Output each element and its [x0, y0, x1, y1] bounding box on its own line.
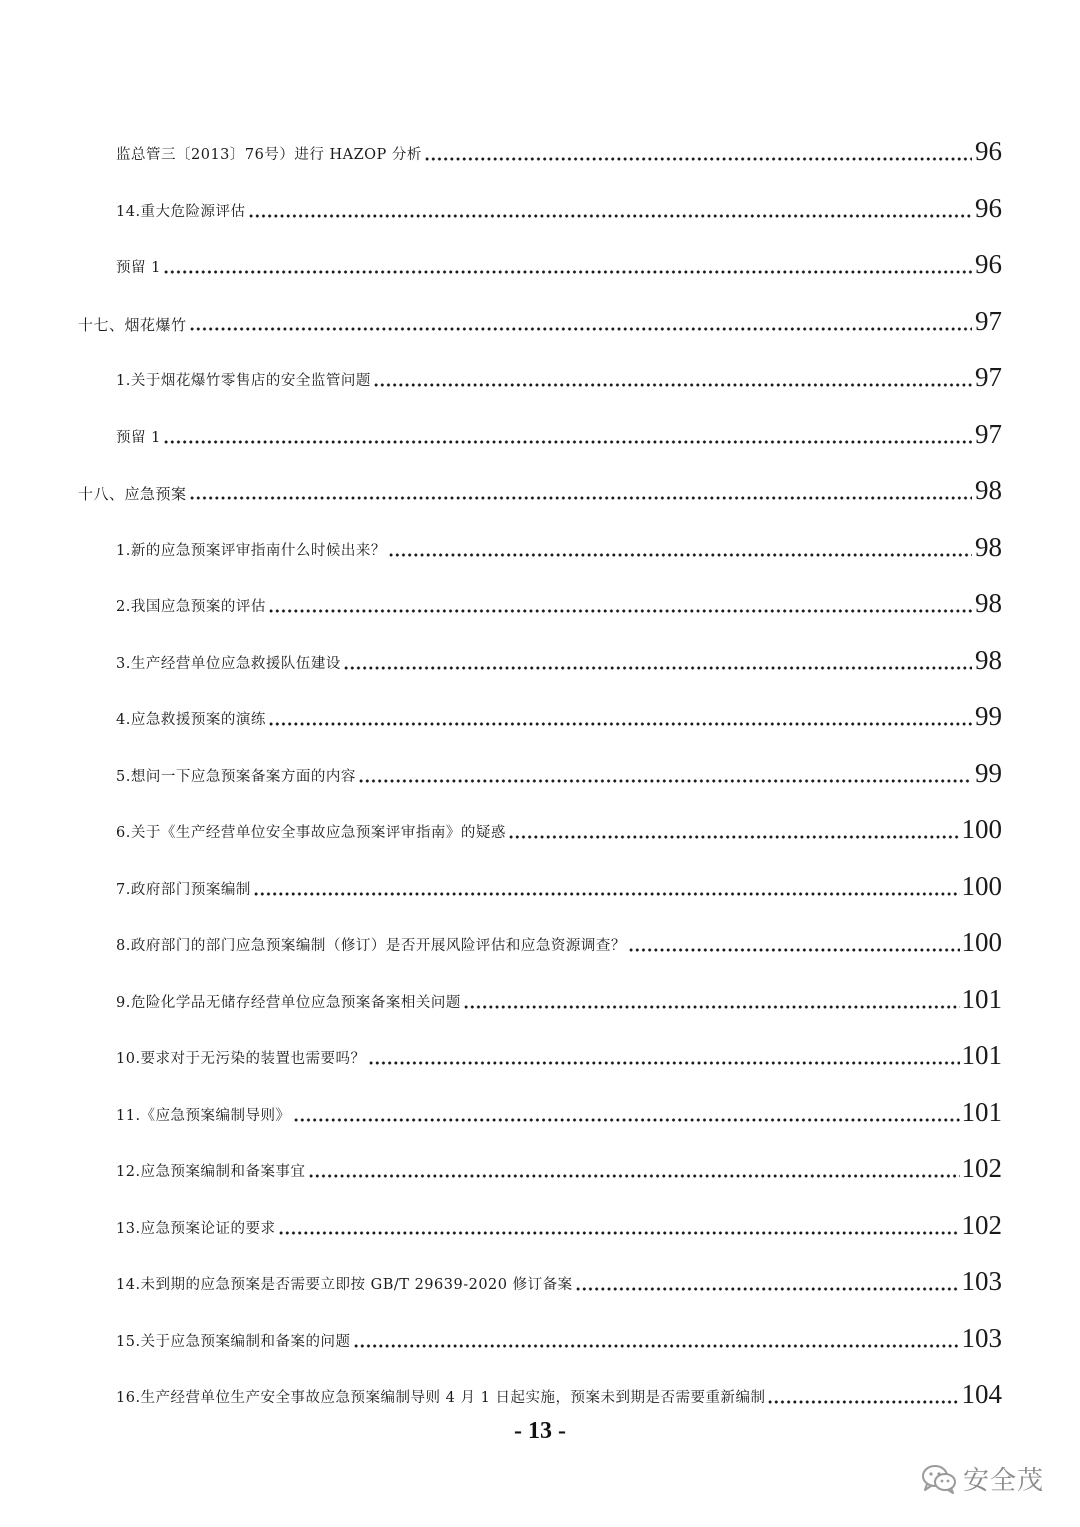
toc-entry[interactable]: [116, 1369, 1002, 1409]
toc-entry[interactable]: [116, 239, 1002, 279]
toc-entry-page: 101: [961, 984, 1002, 1014]
toc-dot-leader: [358, 778, 972, 784]
wechat-icon: [921, 1464, 957, 1494]
toc-dot-leader: [508, 834, 960, 840]
watermark-text: 安全茂: [962, 1466, 1044, 1496]
toc-entry[interactable]: [116, 861, 1002, 901]
toc-entry-title: 13.应急预案论证的要求: [116, 1221, 276, 1237]
toc-dot-leader: [163, 269, 972, 275]
toc-dot-leader: [463, 1004, 960, 1010]
toc-entry[interactable]: [116, 1087, 1002, 1127]
toc-entry-title: 预留 1: [116, 430, 161, 446]
toc-entry-page: 100: [961, 814, 1002, 844]
toc-entry[interactable]: [116, 1200, 1002, 1240]
toc-entry-title: 14.重大危险源评估: [116, 204, 246, 220]
toc-dot-leader: [628, 947, 960, 953]
toc-entry-page: 97: [975, 419, 1002, 449]
toc-entry-page: 97: [975, 362, 1002, 392]
toc-entry[interactable]: [116, 804, 1002, 844]
toc-dot-leader: [293, 1117, 960, 1123]
toc-entry-title: 11.《应急预案编制导则》: [116, 1108, 291, 1124]
toc-entry-page: 100: [961, 871, 1002, 901]
toc-entry-page: 103: [961, 1266, 1002, 1296]
toc-entry-title: 10.要求对于无污染的装置也需要吗？: [116, 1051, 366, 1067]
toc-entry-page: 96: [975, 249, 1002, 279]
toc-entry-page: 104: [961, 1379, 1002, 1409]
toc-entry[interactable]: [116, 974, 1002, 1014]
toc-dot-leader: [308, 1173, 960, 1179]
toc-dot-leader: [278, 1230, 960, 1236]
toc-dot-leader: [767, 1399, 959, 1405]
toc-entry-title: 7.政府部门预案编制: [116, 882, 251, 898]
toc-section-page: 97: [975, 306, 1002, 336]
toc-dot-leader: [189, 326, 972, 332]
toc-entry-page: 96: [975, 136, 1002, 166]
toc-entry-page: 100: [961, 927, 1002, 957]
toc-section-title: 十七、烟花爆竹: [78, 316, 187, 334]
toc-entry-title: 8.政府部门的部门应急预案编制（修订）是否开展风险评估和应急资源调查？: [116, 938, 626, 954]
toc-section[interactable]: [78, 296, 1002, 336]
toc-entry[interactable]: [116, 1030, 1002, 1070]
toc-entry[interactable]: [116, 409, 1002, 449]
toc-dot-leader: [424, 156, 972, 162]
toc-entry-title: 1.新的应急预案评审指南什么时候出来？: [116, 543, 386, 559]
toc-entry-page: 99: [975, 701, 1002, 731]
toc-entry-page: 98: [975, 532, 1002, 562]
toc-entry-page: 98: [975, 645, 1002, 675]
toc-entry-page: 103: [961, 1323, 1002, 1353]
watermark: [921, 1460, 1044, 1497]
toc-dot-leader: [268, 608, 972, 614]
toc-entry[interactable]: [116, 183, 1002, 223]
toc-section[interactable]: [78, 465, 1002, 505]
toc-entry-page: 102: [961, 1153, 1002, 1183]
toc-entry[interactable]: [116, 578, 1002, 618]
toc-dot-leader: [373, 382, 972, 388]
toc-entry-page: 99: [975, 758, 1002, 788]
toc-entry-title: 6.关于《生产经营单位安全事故应急预案评审指南》的疑惑: [116, 825, 506, 841]
toc-entry-title: 15.关于应急预案编制和备案的问题: [116, 1334, 351, 1350]
toc-dot-leader: [343, 665, 972, 671]
toc-entry-title: 12.应急预案编制和备案事宜: [116, 1164, 306, 1180]
toc-entry-title: 14.未到期的应急预案是否需要立即按 GB/T 29639-2020 修订备案: [116, 1277, 573, 1293]
toc-entry-title: 3.生产经营单位应急救援队伍建设: [116, 656, 341, 672]
toc-dot-leader: [189, 495, 972, 501]
toc-dot-leader: [163, 439, 972, 445]
toc-entry-title: 1.关于烟花爆竹零售店的安全监管问题: [116, 373, 371, 389]
toc-dot-leader: [575, 1286, 960, 1292]
toc-dot-leader: [268, 721, 972, 727]
toc-entry-page: 96: [975, 193, 1002, 223]
toc-entry[interactable]: [116, 1143, 1002, 1183]
toc-entry-page: 98: [975, 588, 1002, 618]
toc-entry[interactable]: [116, 1313, 1002, 1353]
toc-dot-leader: [253, 891, 960, 897]
toc-entry-title: 9.危险化学品无储存经营单位应急预案备案相关问题: [116, 995, 461, 1011]
toc-entry-page: 102: [961, 1210, 1002, 1240]
toc-dot-leader: [353, 1343, 960, 1349]
toc-dot-leader: [248, 213, 972, 219]
toc-entry-title: 16.生产经营单位生产安全事故应急预案编制导则 4 月 1 日起实施，预案未到期是否需要重新编制: [116, 1390, 766, 1406]
toc-entry[interactable]: [116, 1256, 1002, 1296]
toc-entry-page: 101: [961, 1097, 1002, 1127]
toc-entry[interactable]: [116, 691, 1002, 731]
toc-dot-leader: [388, 552, 972, 558]
toc-section-title: 十八、应急预案: [78, 485, 187, 503]
toc-entry-title: 2.我国应急预案的评估: [116, 599, 266, 615]
toc-dot-leader: [368, 1060, 960, 1066]
toc-entry-title: 5.想问一下应急预案备案方面的内容: [116, 769, 356, 785]
toc-entry-page: 101: [961, 1040, 1002, 1070]
toc-entry[interactable]: [116, 126, 1002, 166]
toc-entry[interactable]: [116, 522, 1002, 562]
toc-entry[interactable]: [116, 635, 1002, 675]
page-number: - 13 -: [514, 1418, 566, 1444]
toc-entry[interactable]: [116, 917, 1002, 957]
toc-entry-title: 预留 1: [116, 260, 161, 276]
toc-entry-title: 监总管三〔2013〕76号）进行 HAZOP 分析: [116, 147, 422, 163]
toc-entry[interactable]: [116, 352, 1002, 392]
toc-entry[interactable]: [116, 748, 1002, 788]
toc-section-page: 98: [975, 475, 1002, 505]
toc-entry-title: 4.应急救援预案的演练: [116, 712, 266, 728]
